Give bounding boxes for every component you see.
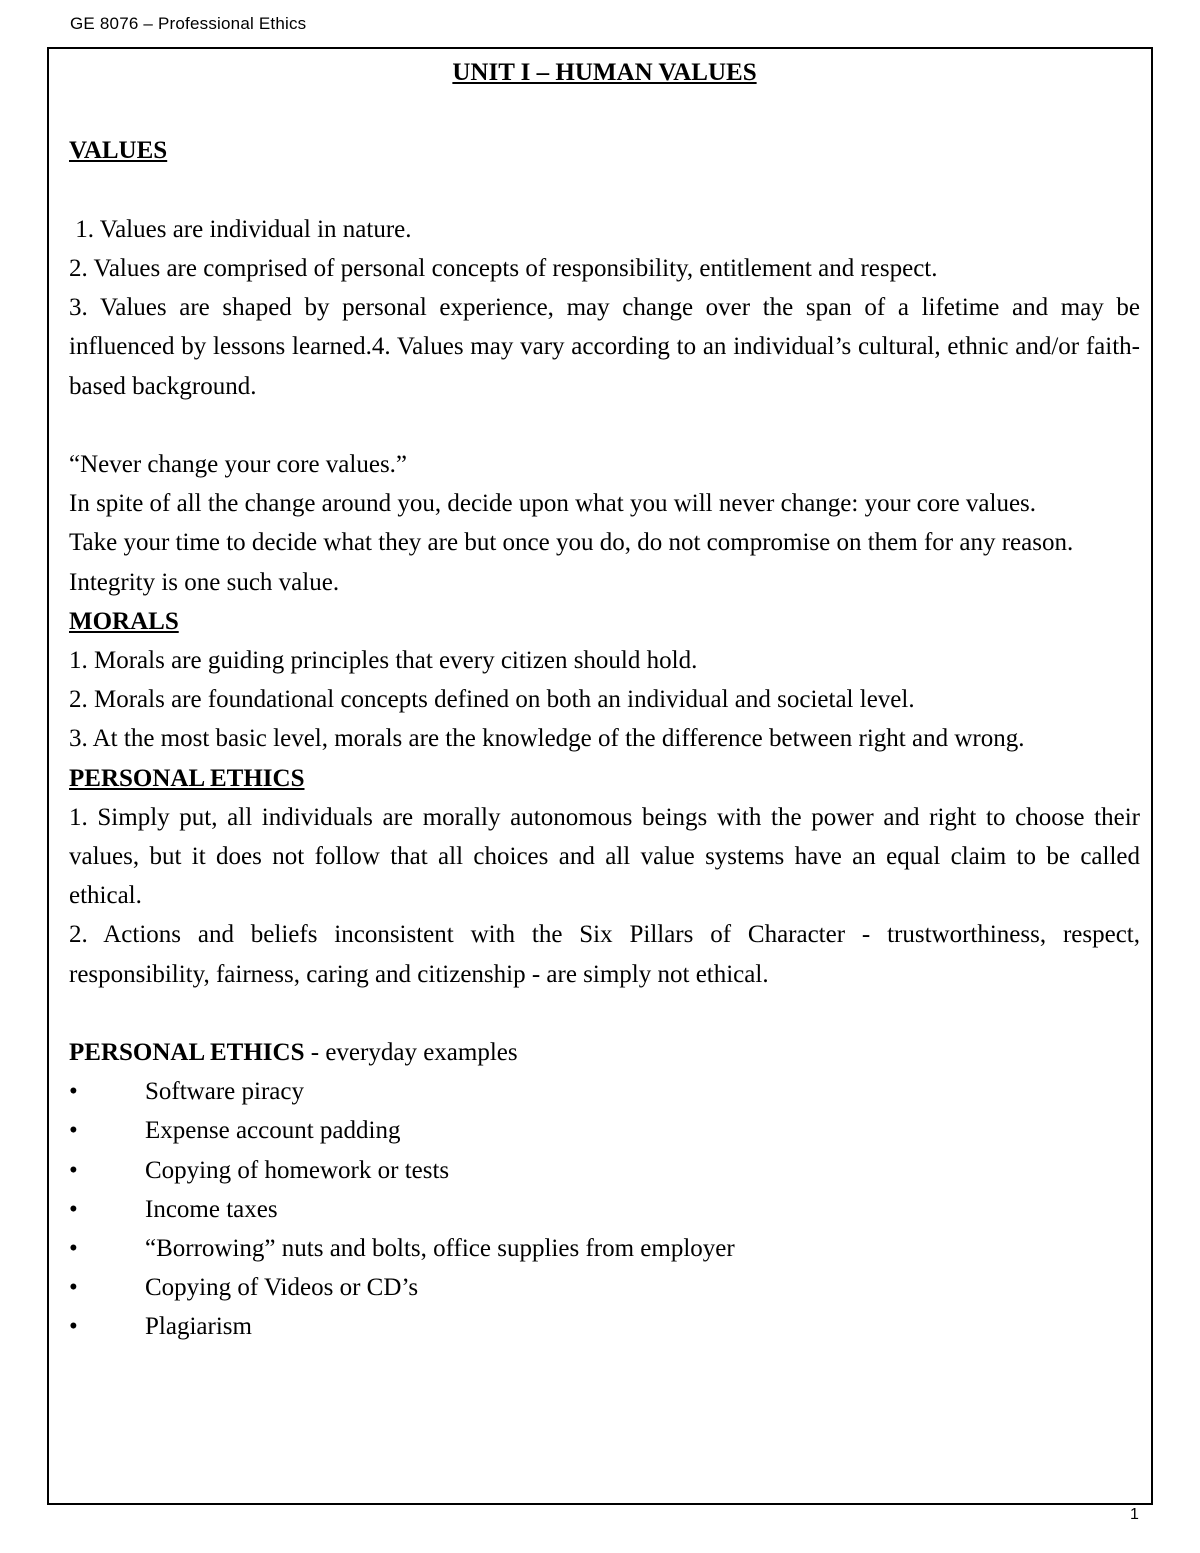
morals-point-3: 3. At the most basic level, morals are the knowledge of the difference between right and wrong.: [69, 725, 1025, 753]
bullet-icon: •: [69, 1235, 78, 1263]
example-text: “Borrowing” nuts and bolts, office supplies from employer: [145, 1235, 735, 1263]
example-item: [69, 1151, 1140, 1190]
example-item: [69, 1072, 1140, 1111]
bullet-icon: •: [69, 1195, 78, 1223]
core-values-text-2: Take your time to decide what they are but once you do, do not compromise on them for any reason.: [69, 529, 1074, 557]
personal-ethics-point-2: 2. Actions and beliefs inconsistent with the Six Pillars of Character - trustworthiness, respect, responsibility, fairness, caring and citizenship - are simply not ethical.: [69, 921, 1140, 988]
morals-heading: MORALS: [69, 607, 179, 635]
example-item: [69, 1190, 1140, 1229]
example-text: Expense account padding: [145, 1117, 401, 1145]
core-values-text-1: In spite of all the change around you, decide upon what you will never change: your core values.: [69, 490, 1037, 518]
bullet-icon: •: [69, 1313, 78, 1341]
core-values-text-3: Integrity is one such value.: [69, 568, 340, 596]
personal-ethics-heading: PERSONAL ETHICS: [69, 764, 305, 792]
running-header: GE 8076 – Professional Ethics: [70, 14, 307, 33]
example-text: Plagiarism: [145, 1313, 252, 1341]
values-point-3: 3. Values are shaped by personal experience, may change over the span of a lifetime and may be influenced by lessons learned.4. Values may vary according to an individual’s cultural, ethnic and/or faith-based background.: [69, 294, 1140, 400]
example-item: [69, 1268, 1140, 1307]
values-point-2: 2. Values are comprised of personal concepts of responsibility, entitlement and respect.: [69, 254, 938, 282]
example-item: [69, 1111, 1140, 1150]
example-text: Copying of homework or tests: [145, 1156, 450, 1184]
document-body: [69, 53, 1140, 1347]
values-point-1: 1. Values are individual in nature.: [69, 215, 412, 243]
examples-heading-bold: PERSONAL ETHICS: [69, 1039, 305, 1067]
example-text: Software piracy: [145, 1078, 304, 1106]
examples-heading-rest: - everyday examples: [304, 1039, 518, 1067]
unit-title: UNIT I – HUMAN VALUES: [452, 59, 757, 86]
core-values-quote: “Never change your core values.”: [69, 450, 408, 478]
example-text: Income taxes: [145, 1195, 278, 1223]
morals-point-1: 1. Morals are guiding principles that every citizen should hold.: [69, 647, 698, 674]
example-item: [69, 1229, 1140, 1268]
page-number: 1: [1130, 1506, 1139, 1523]
bullet-icon: •: [69, 1274, 78, 1302]
values-heading: VALUES: [69, 137, 168, 165]
personal-ethics-point-1: 1. Simply put, all individuals are morally autonomous beings with the power and right to choose their values, but it does not follow that all choices and all value systems have an equal claim to be called ethical.: [69, 803, 1140, 910]
bullet-icon: •: [69, 1078, 78, 1106]
morals-point-2: 2. Morals are foundational concepts defined on both an individual and societal level.: [69, 686, 915, 714]
example-item: [69, 1307, 1140, 1346]
examples-heading: [69, 1033, 1140, 1072]
example-text: Copying of Videos or CD’s: [145, 1274, 419, 1302]
bullet-icon: •: [69, 1156, 78, 1184]
bullet-icon: •: [69, 1117, 78, 1145]
